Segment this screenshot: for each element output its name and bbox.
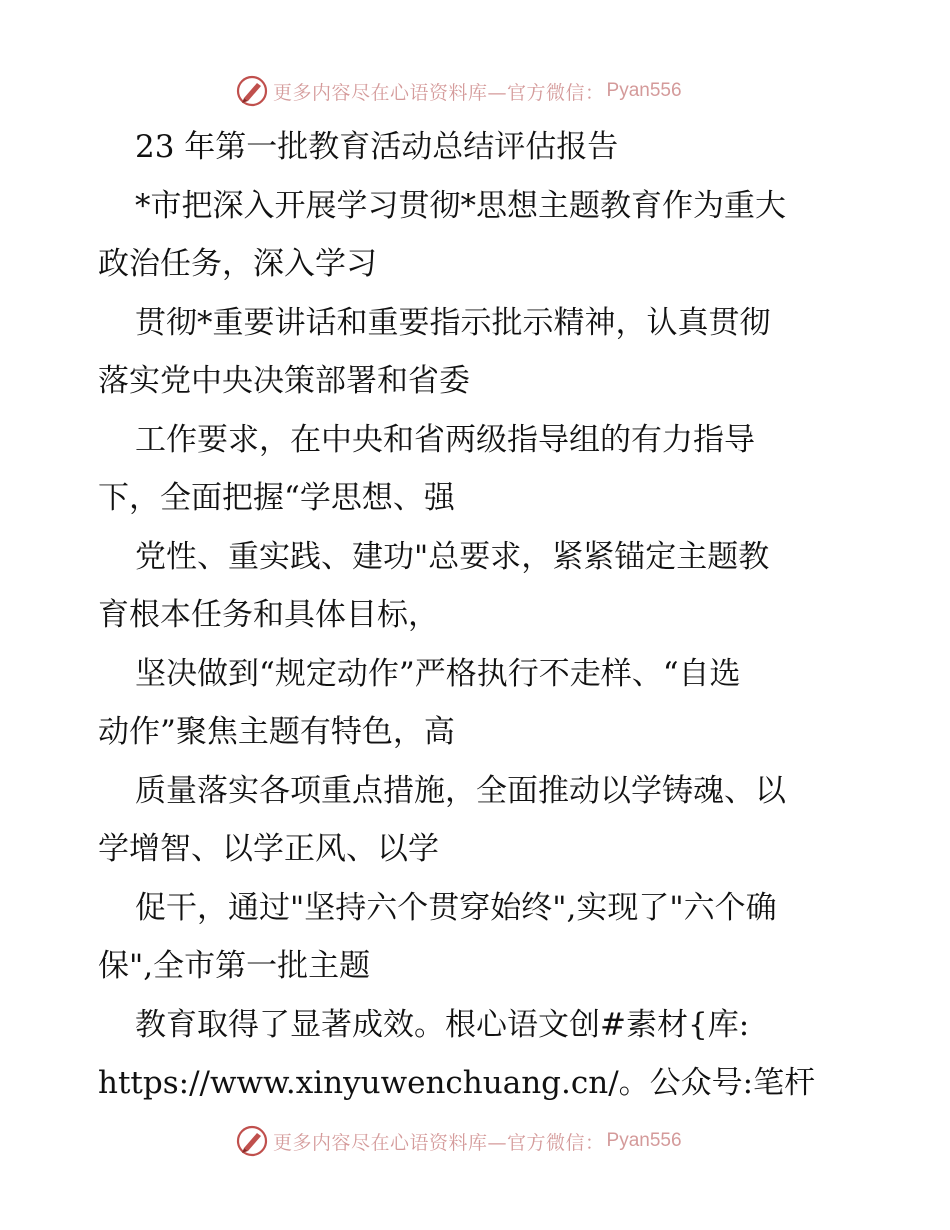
paragraph-line: 下，全面把握“学思想、强 — [98, 480, 455, 516]
watermark-bottom — [235, 1122, 682, 1160]
watermark-wechat-id: Pyan556 — [606, 80, 682, 101]
paragraph-line: 学增智、以学正风、以学 — [98, 831, 439, 867]
paragraph-line: 工作要求，在中央和省两级指导组的有力指导 — [135, 421, 755, 458]
pen-logo-icon — [235, 1124, 269, 1158]
paragraph-line: 落实党中央决策部署和省委 — [98, 363, 470, 399]
paragraph-line: 育根本任务和具体目标， — [98, 597, 439, 633]
paragraph-line: *市把深入开展学习贯彻*思想主题教育作为重大 — [135, 187, 786, 224]
paragraph-line: 动作”聚焦主题有特色，高 — [98, 714, 455, 750]
pen-logo-icon — [235, 74, 269, 108]
paragraph-line: https://www.xinyuwenchuang.cn/。公众号:笔杆 — [98, 1065, 816, 1101]
paragraph-line: 促干，通过"坚持六个贯穿始终",实现了"六个确 — [135, 889, 777, 926]
paragraph-line: 党性、重实践、建功"总要求，紧紧锚定主题教 — [135, 538, 770, 575]
paragraph-line: 教育取得了显著成效。根心语文创#素材{库: — [135, 1006, 750, 1043]
paragraph-line: 保",全市第一批主题 — [98, 948, 371, 984]
paragraph-line: 质量落实各项重点措施，全面推动以学铸魂、以 — [135, 772, 786, 809]
watermark-text: 更多内容尽在心语资料库—官方微信： — [273, 1131, 605, 1154]
document-body — [98, 118, 858, 1113]
watermark-text: 更多内容尽在心语资料库—官方微信： — [273, 81, 605, 104]
paragraph-line: 贯彻*重要讲话和重要指示批示精神，认真贯彻 — [135, 304, 771, 341]
paragraph-line: 坚决做到“规定动作”严格执行不走样、“自选 — [135, 655, 741, 692]
watermark-top — [235, 72, 682, 110]
document-title: 23 年第一批教育活动总结评估报告 — [135, 129, 619, 165]
watermark-wechat-id: Pyan556 — [606, 1130, 682, 1151]
paragraph-line: 政治任务，深入学习 — [98, 246, 377, 282]
